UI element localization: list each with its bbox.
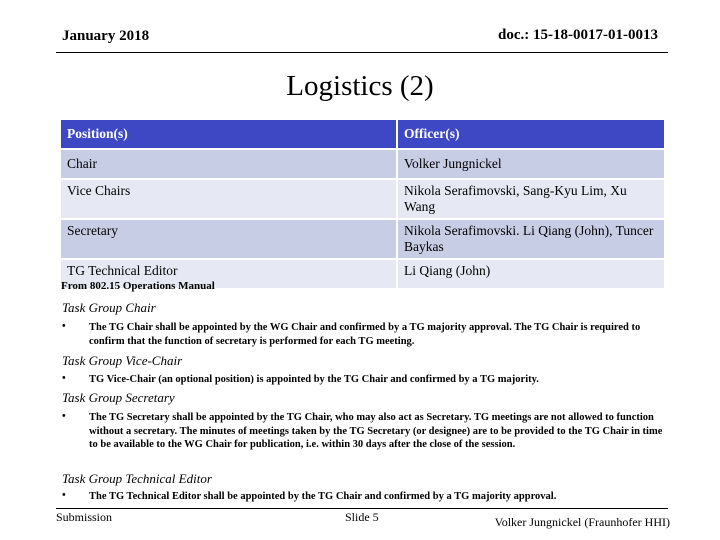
officers-table [61,120,664,290]
header-date: January 2018 [62,28,150,44]
footer-divider [56,508,668,509]
section-title-vice-chair: Task Group Vice-Chair [62,353,183,368]
bullet-marker: • [62,373,66,384]
position-cell: Vice Chairs [61,179,397,219]
officer-cell: Li Qiang (John) [397,259,664,289]
footer-author: Volker Jungnickel (Fraunhofer HHI) [494,515,670,529]
footer-slide-number: Slide 5 [345,510,379,524]
position-cell: Secretary [61,219,397,259]
section-text-chair: The TG Chair shall be appointed by the WG Chair and confirmed by a TG majority approval. The TG Chair is required to confirm that the function of secretary is performed for each TG meeting. [89,322,641,347]
bullet-marker: • [62,321,66,332]
header-divider [56,52,668,53]
bullet-marker: • [62,490,66,501]
table-header-row [61,120,664,149]
table-row [61,149,664,179]
section-text-technical-editor: The TG Technical Editor shall be appointed by the TG Chair and confirmed by a TG majority approval. [89,491,557,502]
column-header-position: Position(s) [61,120,397,149]
table-row [61,219,664,259]
officer-cell: Volker Jungnickel [397,149,664,179]
position-cell: Chair [61,149,397,179]
section-title-technical-editor: Task Group Technical Editor [62,471,212,486]
source-note: From 802.15 Operations Manual [61,280,215,292]
header-doc-id: doc.: 15-18-0017-01-0013 [498,27,658,43]
section-text-vice-chair: TG Vice-Chair (an optional position) is appointed by the TG Chair and confirmed by a TG majority. [89,374,539,385]
section-text-secretary: The TG Secretary shall be appointed by the TG Chair, who may also act as Secretary. TG meetings are not allowed to function without a secretary. The minutes of meetings taken by the TG Secretary (or designee) are to be provided to the TG Chair in time to be available to the WG Chair for publication, i.e. within 30 days after the close of the session. [89,412,663,450]
table-row [61,179,664,219]
officer-cell: Nikola Serafimovski, Sang-Kyu Lim, Xu Wang [397,179,664,219]
officer-cell: Nikola Serafimovski. Li Qiang (John), Tuncer Baykas [397,219,664,259]
column-header-officer: Officer(s) [397,120,664,149]
section-title-chair: Task Group Chair [62,300,156,315]
slide-title: Logistics (2) [286,70,434,102]
position-cell: TG Technical Editor [61,259,397,289]
footer-submission: Submission [56,510,113,524]
section-title-secretary: Task Group Secretary [62,390,175,405]
bullet-marker: • [62,411,66,422]
